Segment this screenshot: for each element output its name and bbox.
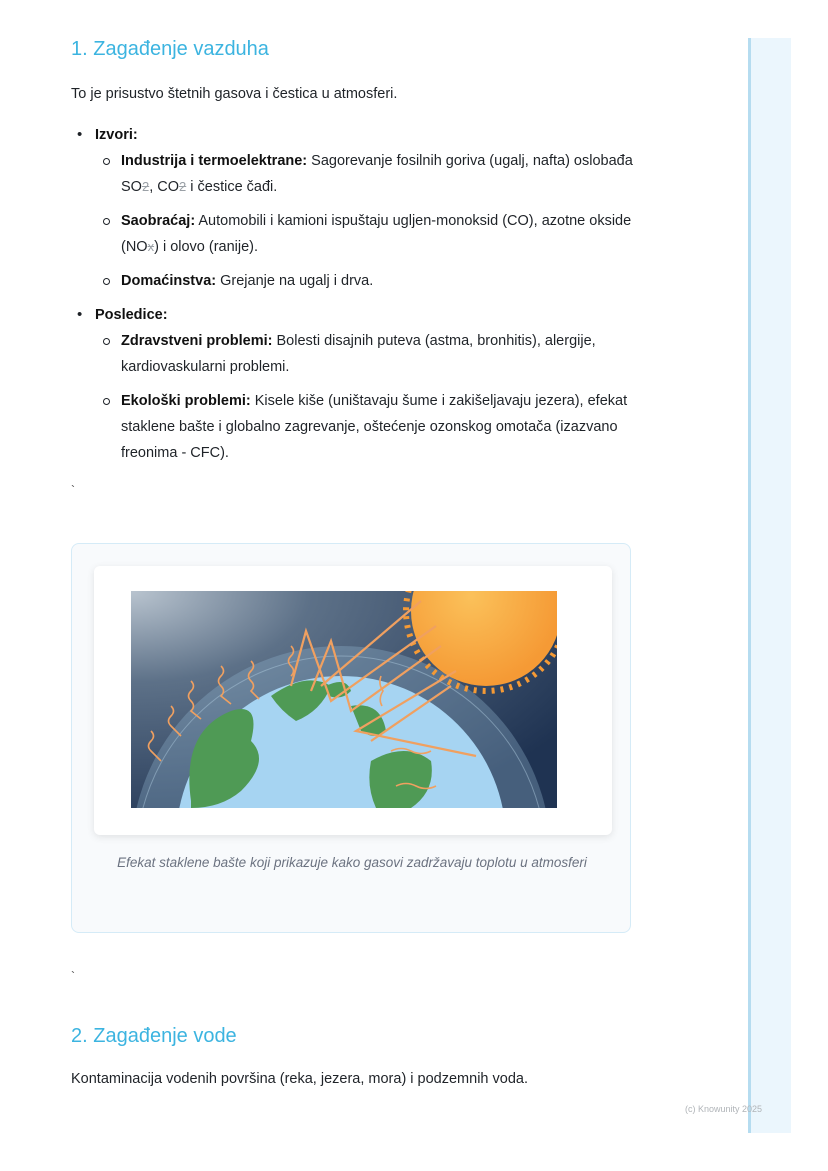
section-1-title: 1. Zagađenje vazduha	[71, 38, 269, 60]
term: Ekološki problemi:	[121, 393, 251, 409]
text: i čestice čađi.	[186, 179, 278, 195]
section-2-intro: Kontaminacija vodenih površina (reka, jezera, mora) i podzemnih voda.	[71, 1071, 528, 1087]
text: Sagorevanje fosilnih goriva (ugalj, nafta) oslobađa SO	[121, 153, 633, 195]
consequence-health	[95, 328, 641, 380]
copyright-footer: (c) Knowunity 2025	[685, 1104, 763, 1114]
consequences-label: Posledice:	[95, 307, 168, 323]
consequence-ecological	[95, 388, 641, 466]
sources-item	[71, 122, 641, 294]
subscript: 2	[141, 179, 150, 194]
figure-caption: Efekat staklene bašte koji prikazuje kako gasovi zadržavaju toplotu u atmosferi	[117, 855, 587, 870]
subscript: 2	[179, 179, 187, 194]
stray-backtick: `	[71, 483, 75, 497]
sources-list	[71, 122, 641, 474]
source-industry	[95, 148, 641, 200]
text: Bolesti disajnih puteva (astma, bronhitis), alergije, kardiovaskularni problemi.	[121, 333, 596, 375]
term: Saobraćaj:	[121, 213, 196, 229]
term: Domaćinstva:	[121, 273, 217, 289]
sources-label: Izvori:	[95, 127, 138, 143]
subscript: x	[147, 239, 155, 254]
text: Grejanje na ugalj i drva.	[216, 273, 374, 289]
text: , CO	[149, 179, 179, 195]
side-panel	[748, 38, 791, 1133]
text: Automobili i kamioni ispuštaju ugljen-monoksid (CO), azotne okside (NO	[121, 213, 632, 255]
section-1-intro: To je prisustvo štetnih gasova i čestica u atmosferi.	[71, 86, 398, 102]
stray-backtick-2: `	[71, 969, 75, 983]
source-households	[95, 268, 641, 294]
text: Kisele kiše (uništavaju šume i zakišeljavaju jezera), efekat staklene bašte i globalno zagrevanje, oštećenje ozonskog omotača (izazvano freonima - CFC).	[121, 393, 628, 461]
consequences-item	[71, 302, 641, 466]
greenhouse-effect-image	[131, 591, 557, 808]
figure-container	[71, 543, 631, 933]
figure-card	[94, 566, 612, 835]
term: Industrija i termoelektrane:	[121, 153, 308, 169]
source-traffic	[95, 208, 641, 260]
term: Zdravstveni problemi:	[121, 333, 273, 349]
text: ) i olovo (ranije).	[154, 239, 259, 255]
section-2-title: 2. Zagađenje vode	[71, 1025, 237, 1047]
